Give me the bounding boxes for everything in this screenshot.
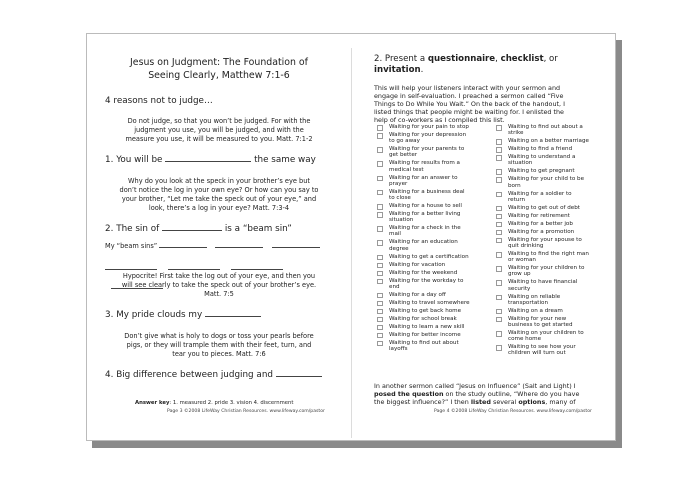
checklist-column-1	[376, 124, 491, 354]
checklist-item-label: strike	[508, 130, 524, 137]
text-part: the biggest influence?” I then	[374, 398, 471, 406]
paragraph-line: listed things that people might be waiting for. I enlisted the	[374, 108, 564, 116]
quote-line: don’t notice the log in your own eye? Or how can you say to	[119, 186, 319, 194]
checklist-item-label: Waiting to see how your	[508, 344, 576, 351]
checkbox[interactable]	[377, 190, 383, 196]
heading-bold: invitation	[374, 65, 421, 75]
point-4	[105, 370, 333, 381]
checkbox[interactable]	[377, 293, 383, 299]
quote-line: will see clearly to take the speck out of your brother’s eye.	[121, 281, 317, 289]
quote-line: your brother, “Let me take the speck out of your eye,” and	[121, 195, 317, 203]
checklist-item-label: Waiting for the workday to	[389, 277, 464, 284]
heading-bold: questionnaire	[427, 54, 496, 64]
checklist-item[interactable]	[376, 175, 491, 187]
checklist-item[interactable]	[376, 239, 491, 251]
checklist-item[interactable]	[495, 344, 610, 356]
checklist-item[interactable]	[495, 221, 610, 227]
checklist-item-label: situation	[389, 217, 414, 224]
quote-line: judgment you use, you will be judged, and with the	[134, 126, 304, 134]
checklist-item-label: Waiting to get back home	[389, 307, 462, 314]
paragraph-line: Things to Do While You Wait.” On the back of the handout, I	[374, 100, 565, 108]
checklist-item-label: Waiting to get pregnant	[508, 168, 575, 175]
checklist-item-label: medical test	[389, 166, 424, 173]
right-page	[374, 54, 599, 124]
footer-left: Page 3 ©2008 LifeWay Christian Resources. www.lifeway.com/pastor	[167, 409, 325, 414]
paragraph-line: engage in self-evaluation. I preached a sermon called “Five	[374, 92, 564, 100]
text-part: , many of	[545, 398, 576, 406]
heading-part: , or	[543, 54, 558, 64]
checkbox[interactable]	[377, 161, 383, 167]
checklist-item[interactable]	[495, 251, 610, 263]
checklist-item-label: end	[389, 283, 400, 290]
checklist-item-label: Waiting for your new	[508, 315, 567, 322]
point-1	[105, 155, 333, 166]
checklist-item-label: return	[508, 196, 526, 203]
checklist-item-label: Waiting on a dream	[508, 307, 563, 314]
scripture-quote-4	[105, 332, 333, 359]
checklist-item-label: to close	[389, 195, 411, 202]
beam-sins-extra-lines	[105, 255, 333, 262]
checkbox[interactable]	[377, 147, 383, 153]
heading-bold: checklist	[500, 54, 544, 64]
checkbox[interactable]	[377, 204, 383, 210]
checklist-item-label: Waiting for retirement	[508, 212, 570, 219]
checklist-item-label: Waiting for an answer to	[389, 174, 458, 181]
answer-key	[135, 400, 293, 406]
checklist-item-label: Waiting to get a certification	[389, 253, 469, 260]
checklist-item-label: or woman	[508, 257, 536, 264]
checklist-item[interactable]	[376, 308, 491, 314]
checklist-item-label: business to get started	[508, 322, 573, 329]
point-1-end: the same way	[254, 155, 316, 165]
checklist-item[interactable]	[376, 254, 491, 260]
checklist-item[interactable]	[495, 265, 610, 277]
checklist-item-label: Waiting for a better job	[508, 220, 573, 227]
checklist-item[interactable]	[495, 316, 610, 328]
section-heading	[374, 54, 599, 76]
checkbox[interactable]	[377, 271, 383, 277]
checklist-column-2	[495, 124, 610, 358]
checklist-item-label: Waiting for your pain to stop	[389, 124, 469, 130]
checklist-item-label: Waiting to learn a new skill	[389, 323, 465, 330]
checklist-item[interactable]	[376, 292, 491, 298]
checkbox[interactable]	[496, 238, 502, 244]
fill-in-blank[interactable]	[276, 375, 322, 377]
checkbox[interactable]	[496, 139, 502, 145]
fill-in-blank[interactable]	[215, 246, 263, 248]
checklist-item[interactable]	[495, 176, 610, 188]
checklist-item-label: Waiting to find a friend	[508, 146, 573, 153]
checkbox[interactable]	[496, 317, 502, 323]
checkbox[interactable]	[377, 263, 383, 269]
checkbox[interactable]	[496, 192, 502, 198]
checklist-item[interactable]	[495, 229, 610, 235]
scripture-quote-3	[105, 272, 333, 299]
answer-key-label: Answer key	[135, 400, 170, 406]
point-3	[105, 310, 333, 321]
quote-line: measure you use, it will be measured to you. Matt. 7:1-2	[125, 135, 313, 143]
checklist-item-label: Waiting for your depression	[389, 132, 467, 138]
checklist-item-label: Waiting for results from a	[389, 160, 460, 167]
checklist-item-label: grow up	[508, 271, 531, 278]
quote-line: Why do you look at the speck in your brother’s eye but	[128, 177, 310, 185]
checklist-item-label: Waiting on your children to	[508, 330, 584, 337]
page-divider	[351, 48, 352, 438]
checklist-item[interactable]	[495, 154, 610, 166]
fill-in-blank[interactable]	[272, 246, 320, 248]
checkbox[interactable]	[377, 333, 383, 339]
checklist-item-label: Waiting to travel somewhere	[389, 299, 470, 306]
checklist-item-label: Waiting for a promotion	[508, 228, 575, 235]
checklist-item-label: mail	[389, 231, 401, 238]
checkbox[interactable]	[496, 214, 502, 220]
checklist-item-label: Waiting for a better living	[389, 211, 461, 218]
answer-key-text: : 1. measured 2. pride 3. vision 4. discernment	[169, 400, 294, 406]
checklist-item-label: Waiting to understand a	[508, 154, 576, 161]
checklist-item[interactable]	[376, 211, 491, 223]
checklist-item-label: Waiting for a soldier to	[508, 190, 572, 197]
paragraph-line	[374, 390, 600, 398]
checklist-item-label: quit drinking	[508, 243, 544, 250]
checklist-item-label: Waiting to get out of debt	[508, 204, 580, 211]
checkbox[interactable]	[496, 222, 502, 228]
checkbox[interactable]	[377, 301, 383, 307]
bold-phrase: listed	[470, 398, 491, 406]
checkbox[interactable]	[377, 133, 383, 139]
checkbox[interactable]	[496, 252, 502, 258]
checkbox[interactable]	[377, 240, 383, 246]
title-line-1: Jesus on Judgment: The Foundation of	[130, 57, 308, 68]
checklist-item-label: situation	[508, 160, 533, 167]
beam-sins-label: My “beam sins”	[105, 242, 158, 250]
quote-line: Do not judge, so that you won’t be judged. For with the	[127, 117, 311, 125]
checkbox[interactable]	[377, 317, 383, 323]
fill-in-blank[interactable]	[165, 160, 251, 162]
fill-in-blank[interactable]	[105, 268, 157, 270]
checkbox[interactable]	[496, 125, 502, 131]
bold-phrase: options	[518, 398, 546, 406]
checklist-item-label: Waiting for school break	[389, 315, 457, 322]
checklist-item-label: get better	[389, 152, 418, 159]
checkbox[interactable]	[496, 309, 502, 315]
checklist-item-label: Waiting for a check in the	[389, 225, 461, 232]
text-part: on the study outline, “Where do you have	[443, 390, 580, 398]
checklist-item-label: transportation	[508, 299, 548, 306]
checkbox[interactable]	[377, 176, 383, 182]
checklist-item[interactable]	[376, 124, 491, 130]
bold-phrase: posed the question	[374, 390, 444, 398]
quote-line: pigs, or they will trample them with their feet, turn, and	[126, 341, 312, 349]
text-part: several	[490, 398, 519, 406]
scripture-quote-2	[105, 177, 333, 213]
point-1-start: 1. You will be	[105, 155, 163, 165]
checklist-item-label: Waiting for better income	[389, 331, 461, 338]
point-4-text: 4. Big difference between judging and	[105, 370, 273, 380]
point-2-end: is a “beam sin”	[224, 224, 292, 234]
fill-in-blank[interactable]	[205, 315, 261, 317]
checkbox[interactable]	[377, 279, 383, 285]
title-line-2: Seeing Clearly, Matthew 7:1-6	[148, 70, 290, 81]
fill-in-blank[interactable]	[159, 246, 207, 248]
checkbox[interactable]	[377, 212, 383, 218]
checkbox[interactable]	[496, 345, 502, 351]
checkbox[interactable]	[377, 341, 383, 347]
checkbox[interactable]	[496, 230, 502, 236]
checklist-item-label: Waiting for an education	[389, 239, 458, 246]
checklist-item-label: security	[508, 285, 531, 292]
point-2-start: 2. The sin of	[105, 224, 160, 234]
checklist-item-label: Waiting for your child to be	[508, 176, 585, 183]
checklist-item-label: Waiting for a business deal	[389, 188, 465, 195]
checklist-item[interactable]	[495, 237, 610, 249]
checklist-item[interactable]	[376, 332, 491, 338]
page-title	[105, 56, 333, 82]
checklist-item[interactable]	[376, 146, 491, 158]
intro-heading: 4 reasons not to judge…	[105, 96, 213, 106]
checklist-item[interactable]	[376, 160, 491, 172]
checkbox[interactable]	[377, 325, 383, 331]
quote-line: Don’t give what is holy to dogs or toss your pearls before	[124, 332, 314, 340]
checklist-item-label: prayer	[389, 180, 408, 187]
checklist-item[interactable]	[495, 279, 610, 291]
checklist-item-label: Waiting on a better marriage	[508, 138, 589, 145]
fill-in-blank[interactable]	[162, 229, 222, 231]
scripture-quote-1	[105, 117, 333, 144]
checklist-item-label: Waiting for vacation	[389, 261, 446, 268]
checkbox[interactable]	[496, 295, 502, 301]
checklist-item[interactable]	[376, 340, 491, 352]
paragraph-line	[374, 398, 600, 406]
checklist-item-label: born	[508, 182, 521, 189]
checklist-item[interactable]	[376, 262, 491, 268]
quote-line: Hypocrite! First take the log out of your eye, and then you	[122, 272, 316, 280]
checklist-item[interactable]	[495, 213, 610, 219]
point-3-text: 3. My pride clouds my	[105, 310, 203, 320]
checklist-item-label: Waiting to find out about a	[508, 124, 583, 130]
checklist-item[interactable]	[495, 308, 610, 314]
checklist-item-label: Waiting for your parents to	[389, 146, 465, 153]
influence-paragraph	[374, 382, 600, 406]
checklist-item-label: Waiting for the weekend	[389, 269, 458, 276]
checkbox[interactable]	[496, 177, 502, 183]
checklist-item[interactable]	[495, 124, 610, 136]
paragraph-line: In another sermon called “Jesus on Influence” (Salt and Light) I	[374, 382, 576, 390]
quote-line: look, there’s a log in your eye? Matt. 7:3-4	[148, 204, 290, 212]
paragraph-line: help of co-workers as I compiled this list.	[374, 116, 505, 124]
quote-line: Matt. 7:5	[204, 290, 234, 298]
checklist-item[interactable]	[376, 324, 491, 330]
checkbox[interactable]	[377, 309, 383, 315]
checklist-item[interactable]	[376, 189, 491, 201]
checkbox[interactable]	[496, 280, 502, 286]
beam-sins-line	[105, 242, 333, 251]
fill-in-blank[interactable]	[231, 268, 283, 270]
checklist-item[interactable]	[495, 191, 610, 203]
checklist-item-label: degree	[389, 245, 409, 252]
checklist-item-label: Waiting to find out about	[389, 339, 459, 346]
checklist-item[interactable]	[376, 270, 491, 276]
fill-in-blank[interactable]	[168, 268, 220, 270]
footer-right: Page 4 ©2008 LifeWay Christian Resources. www.lifeway.com/pastor	[434, 409, 592, 414]
handout-spread	[86, 33, 616, 441]
checklist-item-label: Waiting to have financial	[508, 279, 578, 286]
checkbox[interactable]	[496, 169, 502, 175]
checklist-item[interactable]	[495, 205, 610, 211]
point-2	[105, 224, 333, 235]
checklist-item[interactable]	[376, 278, 491, 290]
checkbox[interactable]	[496, 206, 502, 212]
checklist-item-label: Waiting for your spouse to	[508, 236, 582, 243]
checklist-item-label: come home	[508, 336, 542, 343]
checklist-item[interactable]	[376, 132, 491, 144]
checklist-item[interactable]	[495, 294, 610, 306]
checklist-item[interactable]	[495, 330, 610, 342]
checklist-item[interactable]	[495, 168, 610, 174]
checkbox[interactable]	[377, 255, 383, 261]
checkbox[interactable]	[496, 266, 502, 272]
heading-part: 2. Present a	[374, 54, 428, 64]
checklist-item-label: to go away	[389, 138, 420, 145]
left-page	[105, 56, 333, 381]
checkbox[interactable]	[377, 226, 383, 232]
checkbox[interactable]	[496, 331, 502, 337]
checkbox[interactable]	[496, 155, 502, 161]
heading-part: .	[420, 65, 424, 75]
checkbox[interactable]	[377, 125, 383, 131]
quote-line: tear you to pieces. Matt. 7:6	[172, 350, 266, 358]
checkbox[interactable]	[496, 147, 502, 153]
checklist-item-label: Waiting to find the right man	[508, 251, 589, 258]
checklist-item-label: Waiting on reliable	[508, 293, 561, 300]
checklist-item-label: Waiting for your children to	[508, 265, 585, 272]
heading-part: ,	[495, 54, 501, 64]
checklist-item-label: Waiting for a day off	[389, 291, 446, 298]
checklist-item[interactable]	[495, 138, 610, 144]
checklist-item[interactable]	[495, 146, 610, 152]
checklist-item-label: children will turn out	[508, 350, 566, 357]
paragraph-line: This will help your listeners interact with your sermon and	[374, 84, 561, 92]
checklist-item[interactable]	[376, 225, 491, 237]
checklist-item-label: Waiting for a house to sell	[389, 203, 462, 210]
checklist-item-label: layoffs	[389, 346, 408, 353]
checklist-item[interactable]	[376, 203, 491, 209]
checklist-item[interactable]	[376, 300, 491, 306]
checklist-item[interactable]	[376, 316, 491, 322]
